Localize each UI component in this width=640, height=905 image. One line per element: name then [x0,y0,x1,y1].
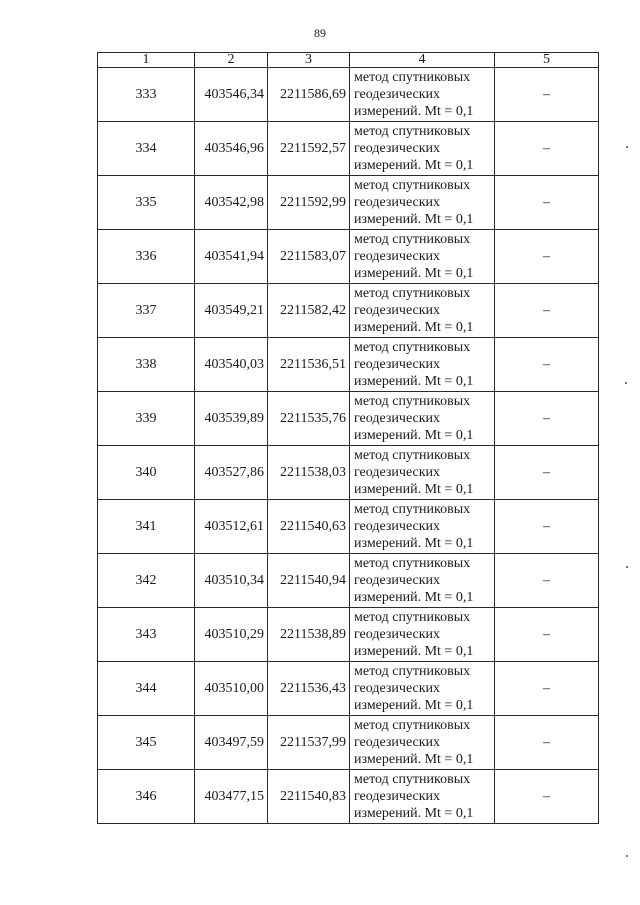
table-row [98,68,599,122]
x-coordinate-cell: 403477,15 [195,770,268,824]
scan-artifact [625,382,627,384]
x-coordinate-cell: 403539,89 [195,392,268,446]
note-cell: – [495,284,599,338]
method-line: измерений. Mt = 0,1 [354,536,474,551]
point-number-cell: 339 [98,392,195,446]
point-number-cell: 335 [98,176,195,230]
x-coordinate-cell: 403510,29 [195,608,268,662]
method-line: измерений. Mt = 0,1 [354,590,474,605]
x-coordinate-cell: 403542,98 [195,176,268,230]
y-coordinate-cell: 2211540,94 [268,554,350,608]
x-coordinate-cell: 403497,59 [195,716,268,770]
x-coordinate-cell: 403510,00 [195,662,268,716]
method-line: геодезических [354,141,441,156]
point-number-cell: 342 [98,554,195,608]
method-cell [350,122,495,176]
method-line: измерений. Mt = 0,1 [354,374,474,389]
note-cell: – [495,608,599,662]
method-line: геодезических [354,735,441,750]
method-line: измерений. Mt = 0,1 [354,104,474,119]
point-number-cell: 346 [98,770,195,824]
method-line: измерений. Mt = 0,1 [354,428,474,443]
point-number-cell: 333 [98,68,195,122]
method-cell [350,230,495,284]
method-line: геодезических [354,87,441,102]
method-line: геодезических [354,627,441,642]
table-row [98,662,599,716]
scan-artifact [626,146,628,148]
method-line: метод спутниковых [354,772,471,787]
method-cell [350,446,495,500]
table-row [98,500,599,554]
column-header-3: 3 [268,53,350,68]
method-line: измерений. Mt = 0,1 [354,644,474,659]
page-number: 89 [314,26,326,40]
table-row [98,608,599,662]
method-cell [350,500,495,554]
method-cell [350,716,495,770]
method-line: метод спутниковых [354,718,471,733]
column-header-2: 2 [195,53,268,68]
method-cell [350,338,495,392]
method-line: метод спутниковых [354,664,471,679]
method-line: измерений. Mt = 0,1 [354,158,474,173]
column-header-1: 1 [98,53,195,68]
point-number-cell: 334 [98,122,195,176]
method-line: измерений. Mt = 0,1 [354,806,474,821]
method-line: геодезических [354,411,441,426]
method-cell [350,662,495,716]
method-line: метод спутниковых [354,610,471,625]
x-coordinate-cell: 403546,96 [195,122,268,176]
table-body [98,68,599,824]
point-number-cell: 344 [98,662,195,716]
note-cell: – [495,392,599,446]
table-row [98,176,599,230]
note-cell: – [495,662,599,716]
method-line: метод спутниковых [354,394,471,409]
y-coordinate-cell: 2211536,43 [268,662,350,716]
point-number-cell: 340 [98,446,195,500]
y-coordinate-cell: 2211592,99 [268,176,350,230]
method-line: измерений. Mt = 0,1 [354,482,474,497]
method-cell [350,68,495,122]
scan-artifact [626,566,628,568]
y-coordinate-cell: 2211540,83 [268,770,350,824]
method-cell [350,608,495,662]
note-cell: – [495,554,599,608]
table-row [98,770,599,824]
y-coordinate-cell: 2211537,99 [268,716,350,770]
point-number-cell: 338 [98,338,195,392]
method-line: геодезических [354,465,441,480]
method-line: измерений. Mt = 0,1 [354,212,474,227]
point-number-cell: 345 [98,716,195,770]
table-row [98,230,599,284]
note-cell: – [495,770,599,824]
table-header [98,53,599,68]
method-line: геодезических [354,519,441,534]
method-line: измерений. Mt = 0,1 [354,266,474,281]
scan-artifact [626,855,628,857]
y-coordinate-cell: 2211540,63 [268,500,350,554]
table-row [98,284,599,338]
note-cell: – [495,122,599,176]
note-cell: – [495,716,599,770]
y-coordinate-cell: 2211535,76 [268,392,350,446]
x-coordinate-cell: 403546,34 [195,68,268,122]
method-line: метод спутниковых [354,556,471,571]
method-line: геодезических [354,195,441,210]
note-cell: – [495,230,599,284]
note-cell: – [495,500,599,554]
method-line: измерений. Mt = 0,1 [354,698,474,713]
x-coordinate-cell: 403541,94 [195,230,268,284]
y-coordinate-cell: 2211536,51 [268,338,350,392]
method-line: метод спутниковых [354,124,471,139]
table-row [98,716,599,770]
y-coordinate-cell: 2211586,69 [268,68,350,122]
method-cell [350,554,495,608]
column-header-5: 5 [495,53,599,68]
method-cell [350,770,495,824]
method-line: метод спутниковых [354,70,471,85]
method-line: измерений. Mt = 0,1 [354,320,474,335]
method-line: метод спутниковых [354,232,471,247]
method-line: метод спутниковых [354,502,471,517]
method-line: метод спутниковых [354,178,471,193]
x-coordinate-cell: 403510,34 [195,554,268,608]
method-line: геодезических [354,789,441,804]
method-line: геодезических [354,357,441,372]
method-cell [350,284,495,338]
x-coordinate-cell: 403512,61 [195,500,268,554]
y-coordinate-cell: 2211583,07 [268,230,350,284]
method-line: геодезических [354,573,441,588]
x-coordinate-cell: 403549,21 [195,284,268,338]
method-line: метод спутниковых [354,286,471,301]
note-cell: – [495,176,599,230]
method-line: метод спутниковых [354,448,471,463]
table-row [98,392,599,446]
note-cell: – [495,68,599,122]
method-line: метод спутниковых [354,340,471,355]
y-coordinate-cell: 2211582,42 [268,284,350,338]
y-coordinate-cell: 2211538,89 [268,608,350,662]
y-coordinate-cell: 2211592,57 [268,122,350,176]
point-number-cell: 343 [98,608,195,662]
point-number-cell: 341 [98,500,195,554]
column-header-4: 4 [350,53,495,68]
header-row [98,53,599,68]
method-line: геодезических [354,303,441,318]
coordinates-table [97,52,599,824]
y-coordinate-cell: 2211538,03 [268,446,350,500]
note-cell: – [495,338,599,392]
point-number-cell: 336 [98,230,195,284]
table-row [98,122,599,176]
method-line: геодезических [354,681,441,696]
note-cell: – [495,446,599,500]
x-coordinate-cell: 403540,03 [195,338,268,392]
point-number-cell: 337 [98,284,195,338]
table-row [98,446,599,500]
method-cell [350,176,495,230]
table-row [98,554,599,608]
method-cell [350,392,495,446]
table-row [98,338,599,392]
method-line: измерений. Mt = 0,1 [354,752,474,767]
x-coordinate-cell: 403527,86 [195,446,268,500]
method-line: геодезических [354,249,441,264]
